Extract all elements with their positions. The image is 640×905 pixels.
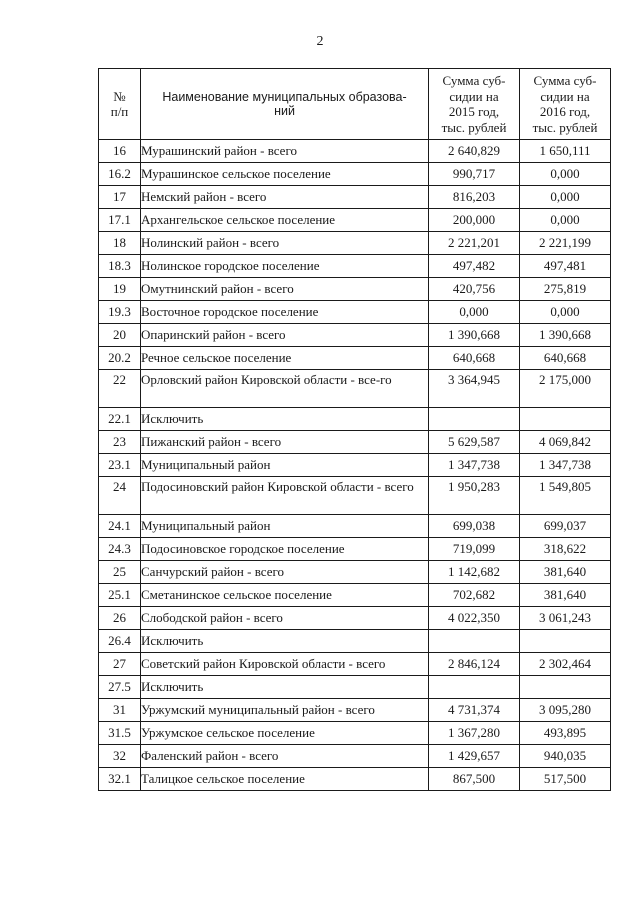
header-name — [141, 69, 429, 140]
header-2016-line1: Сумма суб- — [533, 73, 597, 88]
row-value-2016 — [520, 408, 611, 431]
row-number: 25 — [99, 561, 141, 584]
header-number-line2: п/п — [110, 104, 129, 119]
table-row — [99, 370, 611, 408]
row-value-2015: 0,000 — [429, 301, 520, 324]
row-name: Муниципальный район — [141, 454, 429, 477]
row-number: 19.3 — [99, 301, 141, 324]
row-number: 23.1 — [99, 454, 141, 477]
row-number: 20 — [99, 324, 141, 347]
table-row — [99, 699, 611, 722]
header-2016-line2: сидии на — [540, 88, 590, 104]
row-name: Опаринский район - всего — [141, 324, 429, 347]
table-row — [99, 163, 611, 186]
row-number: 32 — [99, 745, 141, 768]
row-value-2015: 5 629,587 — [429, 431, 520, 454]
row-value-2016: 640,668 — [520, 347, 611, 370]
row-number: 22 — [99, 370, 141, 408]
table-row — [99, 347, 611, 370]
table-row — [99, 431, 611, 454]
table-row — [99, 477, 611, 515]
row-number: 24.3 — [99, 538, 141, 561]
row-value-2016: 1 390,668 — [520, 324, 611, 347]
subsidy-table — [98, 68, 611, 791]
row-value-2015: 1 390,668 — [429, 324, 520, 347]
table-row — [99, 561, 611, 584]
header-2016-line3: 2016 год, — [539, 104, 591, 119]
table-row — [99, 768, 611, 791]
row-number: 18 — [99, 232, 141, 255]
row-number: 17 — [99, 186, 141, 209]
table-row — [99, 324, 611, 347]
row-value-2016: 0,000 — [520, 163, 611, 186]
row-value-2015: 640,668 — [429, 347, 520, 370]
row-value-2016: 2 221,199 — [520, 232, 611, 255]
header-number — [99, 69, 141, 140]
row-value-2016: 381,640 — [520, 584, 611, 607]
row-number: 26.4 — [99, 630, 141, 653]
row-name: Орловский район Кировской области - все-го — [141, 370, 429, 408]
row-value-2015: 2 846,124 — [429, 653, 520, 676]
table-row — [99, 515, 611, 538]
row-value-2016: 940,035 — [520, 745, 611, 768]
row-number: 20.2 — [99, 347, 141, 370]
row-number: 22.1 — [99, 408, 141, 431]
row-name: Талицкое сельское поселение — [141, 768, 429, 791]
row-number: 25.1 — [99, 584, 141, 607]
row-value-2016: 2 302,464 — [520, 653, 611, 676]
row-value-2016: 3 095,280 — [520, 699, 611, 722]
table-body — [99, 140, 611, 791]
header-2015-line3: 2015 год, — [448, 104, 500, 119]
row-value-2016: 0,000 — [520, 301, 611, 324]
row-number: 27 — [99, 653, 141, 676]
row-name: Речное сельское поселение — [141, 347, 429, 370]
row-name: Немский район - всего — [141, 186, 429, 209]
row-name: Подосиновское городское поселение — [141, 538, 429, 561]
table-row — [99, 232, 611, 255]
row-value-2015: 200,000 — [429, 209, 520, 232]
row-value-2015: 497,482 — [429, 255, 520, 278]
row-number: 31.5 — [99, 722, 141, 745]
row-value-2015: 3 364,945 — [429, 370, 520, 408]
row-name: Омутнинский район - всего — [141, 278, 429, 301]
row-value-2015: 4 731,374 — [429, 699, 520, 722]
row-value-2016: 0,000 — [520, 186, 611, 209]
row-value-2016: 2 175,000 — [520, 370, 611, 408]
table-row — [99, 255, 611, 278]
table-row — [99, 209, 611, 232]
table-row — [99, 722, 611, 745]
row-value-2015: 4 022,350 — [429, 607, 520, 630]
row-number: 19 — [99, 278, 141, 301]
row-value-2015: 990,717 — [429, 163, 520, 186]
table-row — [99, 653, 611, 676]
row-value-2015: 2 221,201 — [429, 232, 520, 255]
row-value-2016: 493,895 — [520, 722, 611, 745]
row-value-2016: 497,481 — [520, 255, 611, 278]
row-number: 31 — [99, 699, 141, 722]
header-sum-2016 — [520, 69, 611, 140]
row-number: 18.3 — [99, 255, 141, 278]
row-name: Мурашинское сельское поселение — [141, 163, 429, 186]
row-value-2015 — [429, 408, 520, 431]
row-name: Мурашинский район - всего — [141, 140, 429, 163]
row-number: 16 — [99, 140, 141, 163]
row-number: 23 — [99, 431, 141, 454]
table-row — [99, 278, 611, 301]
row-name: Уржумский муниципальный район - всего — [141, 699, 429, 722]
row-number: 26 — [99, 607, 141, 630]
row-value-2016: 517,500 — [520, 768, 611, 791]
header-2015-line2: сидии на — [449, 88, 499, 104]
row-name: Уржумское сельское поселение — [141, 722, 429, 745]
table-row — [99, 301, 611, 324]
row-value-2015: 702,682 — [429, 584, 520, 607]
row-value-2016: 381,640 — [520, 561, 611, 584]
row-value-2016: 0,000 — [520, 209, 611, 232]
row-value-2016 — [520, 630, 611, 653]
row-value-2016: 275,819 — [520, 278, 611, 301]
row-name: Архангельское сельское поселение — [141, 209, 429, 232]
header-2016-line4: тыс. рублей — [532, 119, 598, 135]
row-name: Исключить — [141, 676, 429, 699]
row-number: 27.5 — [99, 676, 141, 699]
row-name: Нолинское городское поселение — [141, 255, 429, 278]
row-value-2015: 816,203 — [429, 186, 520, 209]
row-value-2015: 420,756 — [429, 278, 520, 301]
row-name: Санчурский район - всего — [141, 561, 429, 584]
table-row — [99, 186, 611, 209]
row-number: 17.1 — [99, 209, 141, 232]
row-name: Сметанинское сельское поселение — [141, 584, 429, 607]
row-value-2016: 3 061,243 — [520, 607, 611, 630]
row-value-2015: 719,099 — [429, 538, 520, 561]
row-name: Фаленский район - всего — [141, 745, 429, 768]
row-value-2016: 318,622 — [520, 538, 611, 561]
header-name-line2: ний — [274, 104, 295, 118]
row-name: Исключить — [141, 630, 429, 653]
row-name: Слободской район - всего — [141, 607, 429, 630]
row-number: 24 — [99, 477, 141, 515]
row-name: Нолинский район - всего — [141, 232, 429, 255]
row-name: Советский район Кировской области - всего — [141, 653, 429, 676]
table-row — [99, 630, 611, 653]
table-header — [99, 69, 611, 140]
row-number: 32.1 — [99, 768, 141, 791]
row-number: 16.2 — [99, 163, 141, 186]
header-row — [99, 69, 611, 140]
page-number: 2 — [316, 34, 324, 49]
row-name: Исключить — [141, 408, 429, 431]
header-2015-line1: Сумма суб- — [442, 73, 506, 88]
table-row — [99, 454, 611, 477]
row-value-2016: 699,037 — [520, 515, 611, 538]
row-value-2016: 4 069,842 — [520, 431, 611, 454]
row-value-2015: 1 367,280 — [429, 722, 520, 745]
row-name: Подосиновский район Кировской области - всего — [141, 477, 429, 515]
row-value-2016: 1 347,738 — [520, 454, 611, 477]
row-value-2016: 1 650,111 — [520, 140, 611, 163]
table-row — [99, 745, 611, 768]
row-value-2015: 1 429,657 — [429, 745, 520, 768]
header-2015-line4: тыс. рублей — [441, 119, 507, 135]
header-number-line1: № — [113, 89, 126, 104]
row-value-2016: 1 549,805 — [520, 477, 611, 515]
row-value-2015: 1 347,738 — [429, 454, 520, 477]
header-name-line1: Наименование муниципальных образова- — [162, 90, 407, 104]
table-row — [99, 408, 611, 431]
table-row — [99, 538, 611, 561]
table-row — [99, 140, 611, 163]
row-number: 24.1 — [99, 515, 141, 538]
row-value-2015: 699,038 — [429, 515, 520, 538]
table-row — [99, 607, 611, 630]
row-value-2015 — [429, 630, 520, 653]
row-value-2015: 867,500 — [429, 768, 520, 791]
header-sum-2015 — [429, 69, 520, 140]
row-value-2015 — [429, 676, 520, 699]
row-value-2015: 2 640,829 — [429, 140, 520, 163]
table-row — [99, 676, 611, 699]
row-name: Восточное городское поселение — [141, 301, 429, 324]
row-name: Пижанский район - всего — [141, 431, 429, 454]
row-value-2016 — [520, 676, 611, 699]
table-row — [99, 584, 611, 607]
row-value-2015: 1 950,283 — [429, 477, 520, 515]
row-value-2015: 1 142,682 — [429, 561, 520, 584]
row-name: Муниципальный район — [141, 515, 429, 538]
